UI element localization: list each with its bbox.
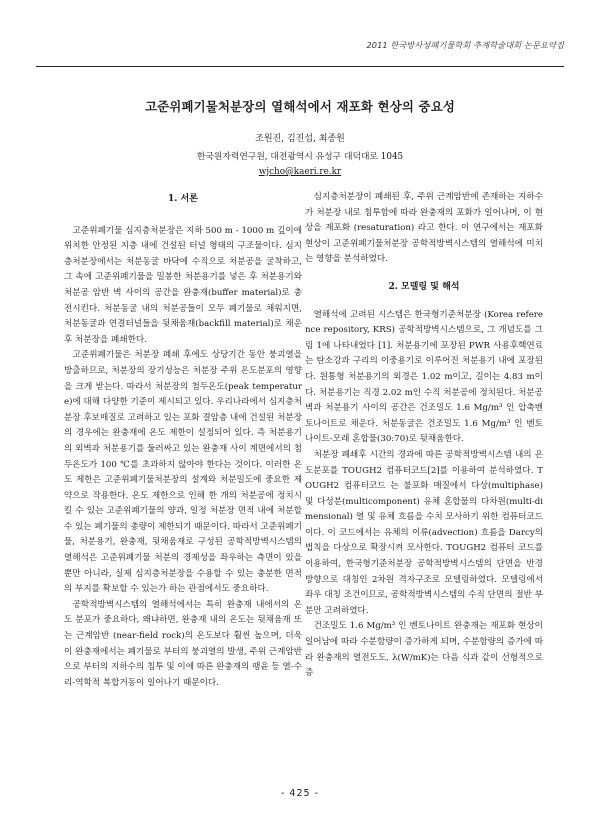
left-column: [64, 192, 302, 691]
page-number: - 425 -: [280, 788, 320, 799]
modeling-paragraph-3: 건조밀도 1.6 Mg/m³ 인 벤토나이트 완충재는 재포화 현상이 일어남에 따라 수분함량이 증가하게 되며, 수분함량의 증가에 따라 완충재의 열전도도, λ(W/mK)는 다음 식과 같이 선형적으로 증: [305, 621, 543, 679]
section-heading-modeling: 2. 모델링 및 해석: [388, 281, 460, 292]
author-email: [0, 167, 600, 177]
intro-paragraph-3: 공학적방벽시스템의 열해석에서는 특히 완충재 내에서의 온도 분포가 중요하다, 왜냐하면, 완충재 내의 온도는 뒷채움재 또는 근계암반 (near-field rock)의 온도보다 훨씬 높으며, 더욱이 완충재에서는 폐기물로 부터의 붕괴열의 발생, 주위 근계암반으로 부터의 지하수의 침투 및 이에 따른 완충재의 팽윤 등 열-수리-역학적 복합거동이 일어나기 때문이다.: [64, 599, 302, 688]
intro-paragraph-2: 고준위폐기물은 처분장 폐쇄 후에도 상당기간 동안 붕괴열을 방출하므로, 처분장의 장기성능은 처분장 주위 온도분포의 영향을 크게 받는다. 따라서 처분장의 첨두온도(peak temperature)에 대해 다양한 기준이 제시되고 있다. 우리나라에서 심지층처분장 후보매질로 고려하고 있는 포화 결암층 내에 건설된 처분장의 경우에는 완충재에 온도 제한이 설정되어 있다. 즉 처분용기의 외벽과 처분용기를 둘러싸고 있는 완충재 사이 계면에서의 첨두온도가 100 ℃를 초과하지 않아야 한다는 것이다. 이러한 온도 제한은 고준위폐기물처분장의 설계와 처분밀도에 중요한 제약으로 작용한다. 온도 제한으로 인해 한 개의 처분공에 정치시킬 수 있는 고준위폐기물의 양과, 일정 처분장 면적 내에 처분할 수 있는 폐기물의 총량이 제한되기 때문이다. 따라서 고준위폐기물, 처분용기, 완충재, 뒷채움재로 구성된 공학적방벽시스템의 열해석은 고준위폐기물 처분의 경제성을 좌우하는 측면이 있을 뿐만 아니라, 실제 심지층처분장을 수용할 수 있는 충분한 면적의 부지를 확보할 수 있는가 하는 관점에서도 중요하다.: [64, 350, 302, 595]
author-list: 조원진, 김진섭, 최종원: [255, 134, 345, 144]
modeling-paragraph-2: 처분장 폐쇄후 시간의 경과에 따른 공학적방벽시스템 내의 온도분포를 TOUGH2 컴퓨터코드[2]를 이용하여 분석하였다. TOUGH2 컴퓨터코드 는 불포화 매질에서 다상(multiphase) 및 다성분(multicomponent) 유체 혼합물의 다차원(multi-dimensional) 열 및 유체 흐름을 수치 모사하기 위한 컴퓨터코드이다. 이 코드에서는 유체의 이류(advection) 흐름을 Darcy의 법칙을 다상으로 확장시켜 모사한다. TOUGH2 컴퓨터 코드를 이용하여, 한국형기준처분장 공학적방벽시스템의 단면을 반경 방향으로 대칭인 2차원 격자구조로 모델링하였다. 모델링에서 좌우 대칭 조건이므로, 공학적방벽시스템의 수직 단면의 절반 부분만 고려하였다.: [305, 449, 543, 616]
modeling-paragraph-1: 열해석에 고려된 시스템은 한국형기준처분장 (Korea reference repository, KRS) 공학적방벽시스템으로, 그 개념도를 그림 1에 나타내었다 [1]. 처분용기에 포장된 PWR 사용후핵연료는 탄소강과 구리의 이중용기로 이루어진 처분용기 내에 포장된다. 원통형 처분용기의 외경은 1.02 m이고, 길이는 4.83 m이다. 처분용기는 직경 2.02 m인 수직 처분공에 정치된다. 처분공 벽과 처분용기 사이의 공간은 건조밀도 1.6 Mg/m³ 인 압축벤토나이트로 채운다. 처분동굴은 건조밀도 1.6 Mg/m³ 인 벤토나이트-모래 혼합물(30:70)로 뒷채움한다.: [305, 309, 543, 445]
right-column: [305, 190, 543, 682]
affiliation: 한국원자력연구원, 대전광역시 유성구 대덕대로 1045: [196, 152, 404, 162]
paper-title: 고준위폐기물처분장의 열해석에서 재포화 현상의 중요성: [144, 99, 456, 114]
email-link[interactable]: wjcho@kaeri.re.kr: [258, 167, 342, 177]
intro-paragraph-1: 고준위폐기물 심지층처분장은 지하 500 m - 1000 m 깊이에 위치한 안정된 지층 내에 건설된 터널 형태의 구조물이다. 심지층처분장에서는 처분동굴 바닥에 수직으로 처분공을 굴착하고, 그 속에 고준위폐기물을 밀봉한 처분용기를 넣은 후 처분용기와 처분공 암반 벽 사이의 공간을 완충재(buffer material)로 충전시킨다. 처분동굴 내의 처분공들이 모두 폐기물로 채워지면, 처분동굴과 연결터널들을 뒷채움재(backfill material)로 채운 후 처분장을 폐쇄한다.: [64, 225, 302, 345]
running-head: 2011 한국방사성폐기물학회 추계학술대회 논문요약집: [366, 40, 564, 50]
header-rule: [36, 66, 564, 67]
section-heading-intro: 1. 서론: [168, 194, 198, 204]
intro-paragraph-4: 심지층처분장이 폐쇄된 후, 주위 근계암반에 존재하는 지하수가 처분장 내로 침투함에 따라 완충재의 포화가 일어나며, 이 현상을 재포화 (resaturation) 라고 한다. 이 연구에서는 재포화 현상이 고준위폐기물처분장 공학적방벽시스템의 열해석에 미치는 영향을 분석하였다.: [305, 192, 543, 265]
